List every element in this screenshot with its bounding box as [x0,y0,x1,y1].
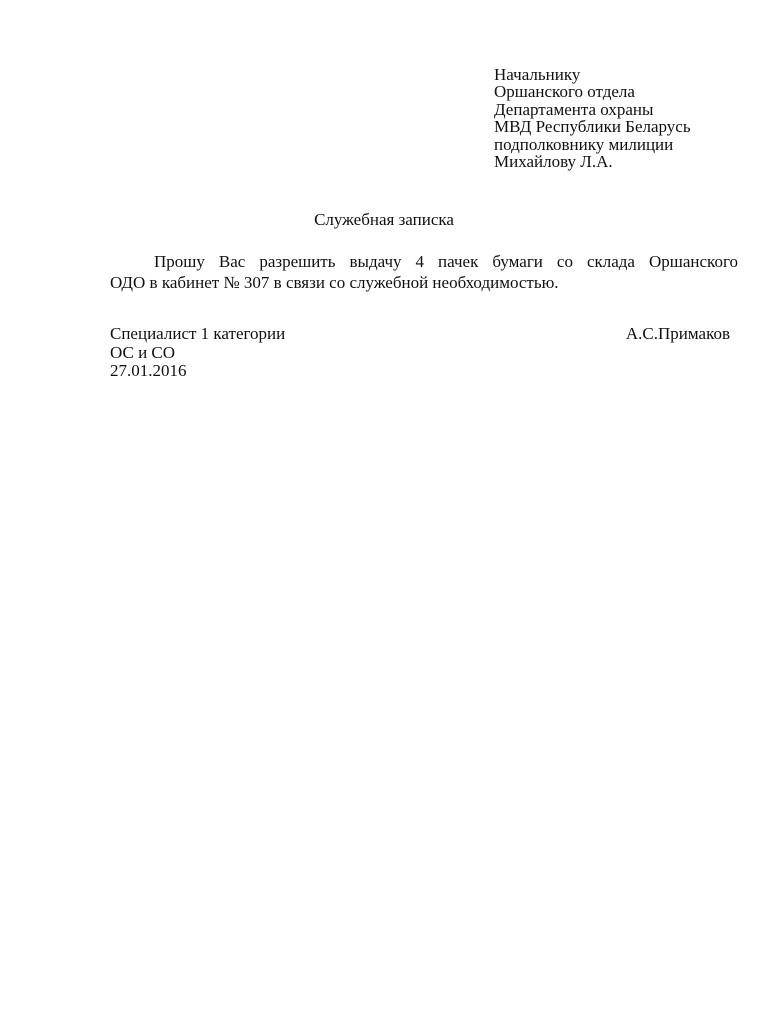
document-title: Служебная записка [314,210,454,229]
addressee-block [494,66,691,170]
addressee-line-6: Михайлову Л.А. [494,152,613,172]
addressee-line-1: Начальнику [494,65,581,84]
signer-department: ОС и СО [110,342,176,362]
addressee-line-3: Департамента охраны [494,99,654,119]
addressee-line-2: Оршанского отдела [494,82,635,102]
signature-row [110,325,730,344]
signer-position: Специалист 1 категории [110,324,286,343]
addressee-line-5: подполковнику милиции [494,134,674,154]
document-date: 27.01.2016 [110,361,187,380]
document-body [110,251,738,293]
body-line-1: Прошу Вас разрешить выдачу 4 пачек бумаги со склада Оршанского [154,252,738,271]
signer-name: А.С.Примаков [625,324,730,343]
body-line-2: ОДО в кабинет № 307 в связи со служебной необходимостью. [110,273,559,292]
addressee-line-4: МВД Республики Беларусь [494,117,691,137]
signature-block [110,325,730,381]
